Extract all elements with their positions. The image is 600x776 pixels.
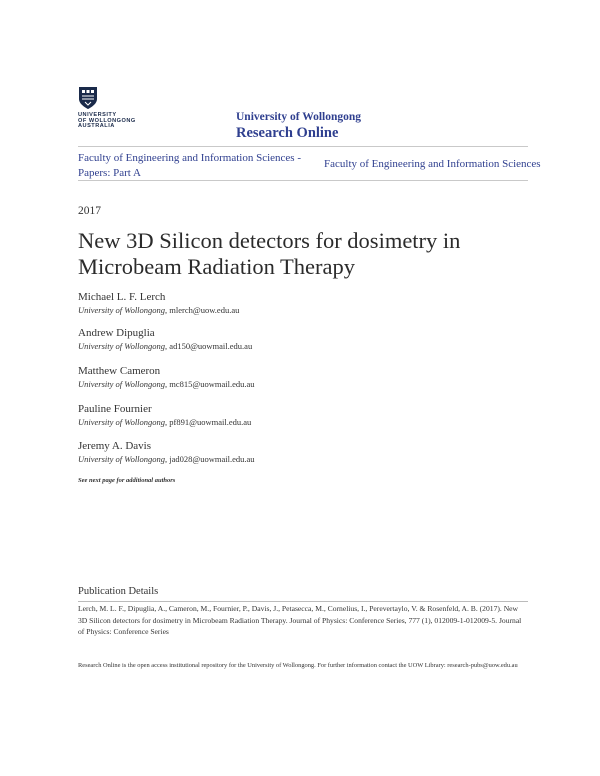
crest-icon — [78, 86, 98, 110]
author-email[interactable]: ad150@uowmail.edu.au — [169, 341, 253, 351]
author-email[interactable]: pf891@uowmail.edu.au — [169, 417, 252, 427]
logo-line-2: OF WOLLONGONG — [78, 117, 136, 124]
author-affiliation: University of Wollongong — [78, 417, 166, 427]
author-name[interactable]: Pauline Fournier — [78, 403, 152, 415]
author-entry: Matthew Cameron University of Wollongong, mc815@uowmail.edu.au — [78, 364, 538, 390]
author-affiliation: University of Wollongong — [78, 379, 166, 389]
author-affiliation: University of Wollongong — [78, 305, 166, 315]
author-name[interactable]: Jeremy A. Davis — [78, 440, 152, 452]
author-entry: Jeremy A. Davis University of Wollongong, jad028@uowmail.edu.au — [78, 439, 538, 465]
repository-university[interactable]: University of Wollongong — [236, 111, 362, 123]
header-divider-top — [78, 146, 528, 147]
author-entry: Pauline Fournier University of Wollongong, pf891@uowmail.edu.au — [78, 402, 538, 428]
repository-name[interactable]: Research Online — [236, 125, 339, 141]
author-name[interactable]: Matthew Cameron — [78, 365, 161, 377]
see-next-page-note: See next page for additional authors — [78, 477, 176, 484]
logo-line-1: UNIVERSITY — [78, 112, 117, 118]
publication-divider — [78, 601, 528, 602]
author-affiliation: University of Wollongong — [78, 341, 166, 351]
header-divider-bottom — [78, 180, 528, 181]
repository-header[interactable] — [236, 110, 361, 142]
university-logo — [78, 86, 148, 136]
publication-year: 2017 — [78, 205, 101, 217]
author-entry: Andrew Dipuglia University of Wollongong, ad150@uowmail.edu.au — [78, 326, 538, 352]
publication-details-heading: Publication Details — [78, 586, 159, 597]
collection-link-faculty[interactable]: Faculty of Engineering and Information Sciences — [324, 158, 541, 170]
author-email[interactable]: mlerch@uow.edu.au — [169, 305, 240, 315]
author-affiliation: University of Wollongong — [78, 454, 166, 464]
collection-link-papers[interactable]: Faculty of Engineering and Information Sciences - Papers: Part A — [78, 152, 301, 179]
author-name[interactable]: Michael L. F. Lerch — [78, 291, 166, 303]
paper-title: New 3D Silicon detectors for dosimetry in Microbeam Radiation Therapy — [78, 228, 461, 279]
logo-line-3: AUSTRALIA — [78, 123, 115, 130]
author-name[interactable]: Andrew Dipuglia — [78, 327, 155, 339]
author-email[interactable]: mc815@uowmail.edu.au — [169, 379, 255, 389]
publication-details-text: Lerch, M. L. F., Dipuglia, A., Cameron, M., Fournier, P., Davis, J., Petasecca, M., Cornelius, I., Perevertaylo, V. & Rosenfeld, A. B. (2017). New 3D Silicon detectors for dosimetry in Microbeam Radiation Therapy. Journal of Physics: Conference Series, 777 (1), 012009-1-012009-5. Journal of Physics: Conference Series — [78, 604, 522, 636]
author-email[interactable]: jad028@uowmail.edu.au — [169, 454, 255, 464]
author-entry: Michael L. F. Lerch University of Wollongong, mlerch@uow.edu.au — [78, 290, 538, 316]
repository-footer-note: Research Online is the open access institutional repository for the University of Wollongong. For further information contact the UOW Library: research-pubs@uow.edu.au — [78, 662, 518, 669]
